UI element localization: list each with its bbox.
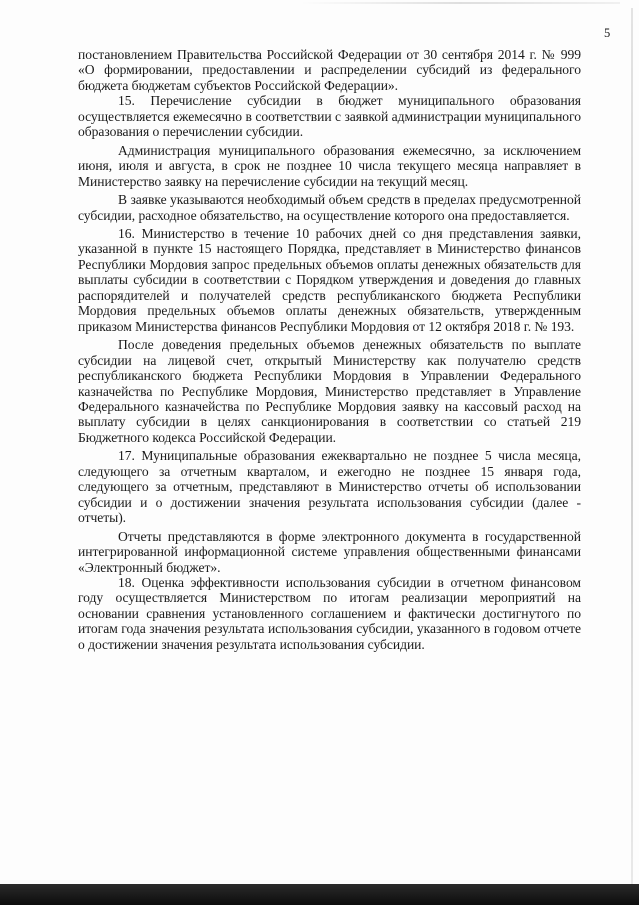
paragraph-cash-expense: После доведения предельных объемов денежных обязательств по выплате субсидии на лицевой счет, открытый Министерству как получателю средств республиканского бюджета Республики Мордовия в Управлении Федерального казначейства по Республике Мордовия, Министерство представляет в Управление Федерального казначейства по Республике Мордовия заявку на кассовый расход на выплату субсидии в целях санкционирования в соответствии со статьей 219 Бюджетного кодекса Российской Федерации. [78, 337, 581, 445]
paragraph-clause-18: 18. Оценка эффективности использования субсидии в отчетном финансовом году осуществляется Министерством по итогам реализации мероприятий на основании сравнения установленного соглашением и фактически достигнутого по итогам года значения результата использования субсидии, указанного в годовом отчете о достижении значения результата использования субсидии. [78, 574, 581, 652]
paragraph-electronic-budget: Отчеты представляются в форме электронного документа в государственной интегрированной информационной системе управления общественными финансами «Электронный бюджет». [78, 528, 581, 575]
paragraph-administration-request: Администрация муниципального образования ежемесячно, за исключением июня, июля и августа, в срок не позднее 10 числа текущего месяца направляет в Министерство заявку на перечисление субсидии на текущий месяц. [78, 142, 581, 189]
page-number: 5 [604, 26, 611, 40]
paragraph-clause-17: 17. Муниципальные образования ежеквартально не позднее 5 числа месяца, следующего за отчетным кварталом, и ежегодно не позднее 15 января года, следующего за отчетным, представляют в Министерство отчеты об использовании субсидии и о достижении значения результата использования субсидии (далее - отчеты). [78, 448, 581, 526]
paragraph-request-contents: В заявке указываются необходимый объем средств в пределах предусмотренной субсидии, расходное обязательство, на осуществление которого она предоставляется. [78, 192, 581, 223]
scan-edge-top [300, 2, 620, 4]
paragraph-continuation: постановлением Правительства Российской Федерации от 30 сентября 2014 г. № 999 «О формировании, предоставлении и распределении субсидий из федерального бюджета бюджетам субъектов Российской Федерации». [78, 47, 581, 93]
scan-edge-right [631, 8, 633, 888]
paragraph-clause-16: 16. Министерство в течение 10 рабочих дней со дня представления заявки, указанной в пункте 15 настоящего Порядка, представляет в Министерство финансов Республики Мордовия запрос предельных объемов оплаты денежных обязательств для выплаты субсидии в соответствии с Порядком утверждения и доведения до главных распорядителей и получателей средств республиканского бюджета Республики Мордовия предельных объемов оплаты денежных обязательств, утвержденным приказом Министерства финансов Республики Мордовия от 12 октября 2018 г. № 193. [78, 225, 581, 334]
scan-edge-bottom [0, 884, 639, 905]
paragraph-clause-15: 15. Перечисление субсидии в бюджет муниципального образования осуществляется ежемесячно в соответствии с заявкой администрации муниципального образования о перечислении субсидии. [78, 93, 581, 140]
document-body [78, 47, 581, 652]
